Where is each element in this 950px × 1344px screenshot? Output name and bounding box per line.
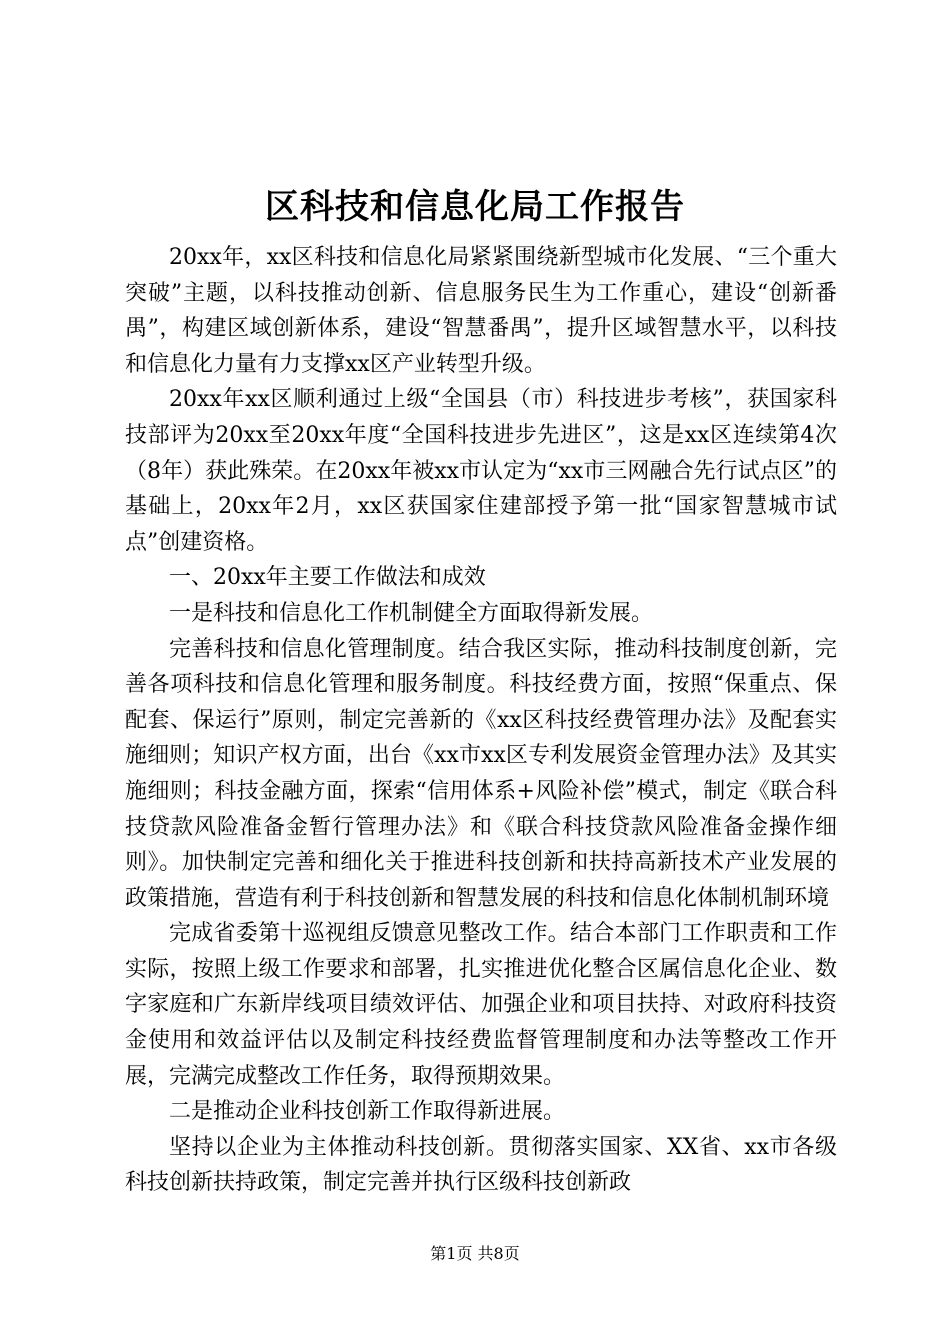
- paragraph: 20xx年，xx区科技和信息化局紧紧围绕新型城市化发展、“三个重大突破”主题，以科技推动创新、信息服务民生为工作重心，建设“创新番禺”，构建区域创新体系，建设“智慧番禺”，提升区域智慧水平，以科技和信息化力量有力支撑xx区产业转型升级。: [125, 245, 837, 377]
- document-title: 区科技和信息化局工作报告: [265, 187, 685, 227]
- subsection-heading: 二是推动企业科技创新工作取得新进展。: [169, 1099, 566, 1125]
- paragraph: 坚持以企业为主体推动科技创新。贯彻落实国家、XX省、xx市各级科技创新扶持政策，制定完善并执行区级科技创新政: [125, 1134, 837, 1196]
- paragraph: 完成省委第十巡视组反馈意见整改工作。结合本部门工作职责和工作实际，按照上级工作要求和部署，扎实推进优化整合区属信息化企业、数字家庭和广东新岸线项目绩效评估、加强企业和项目扶持、对政府科技资金使用和效益评估以及制定科技经费监督管理制度和办法等整改工作开展，完满完成整改工作任务，取得预期效果。: [125, 921, 837, 1089]
- paragraph: 20xx年xx区顺利通过上级“全国县（市）科技进步考核”，获国家科技部评为20xx至20xx年度“全国科技进步先进区”，这是xx区连续第4次（8年）获此殊荣。在20xx年被xx市认定为“xx市三网融合先行试点区”的基础上，20xx年2月，xx区获国家住建部授予第一批“国家智慧城市试点”创建资格。: [125, 387, 837, 555]
- paragraph: 完善科技和信息化管理制度。结合我区实际，推动科技制度创新，完善各项科技和信息化管理和服务制度。科技经费方面，按照“保重点、保配套、保运行”原则，制定完善新的《xx区科技经费管理办法》及配套实施细则；知识产权方面，出台《xx市xx区专利发展资金管理办法》及其实施细则；科技金融方面，探索“信用体系+风险补偿”模式，制定《联合科技贷款风险准备金暂行管理办法》和《联合科技贷款风险准备金操作细则》。加快制定完善和细化关于推进科技创新和扶持高新技术产业发展的政策措施，营造有利于科技创新和智慧发展的科技和信息化体制机制环境: [125, 636, 837, 911]
- page-footer: 第1页 共8页: [430, 1244, 520, 1263]
- document-body: [125, 240, 837, 1201]
- subsection-heading: 一是科技和信息化工作机制健全方面取得新发展。: [169, 600, 654, 626]
- section-heading: 一、20xx年主要工作做法和成效: [169, 565, 486, 591]
